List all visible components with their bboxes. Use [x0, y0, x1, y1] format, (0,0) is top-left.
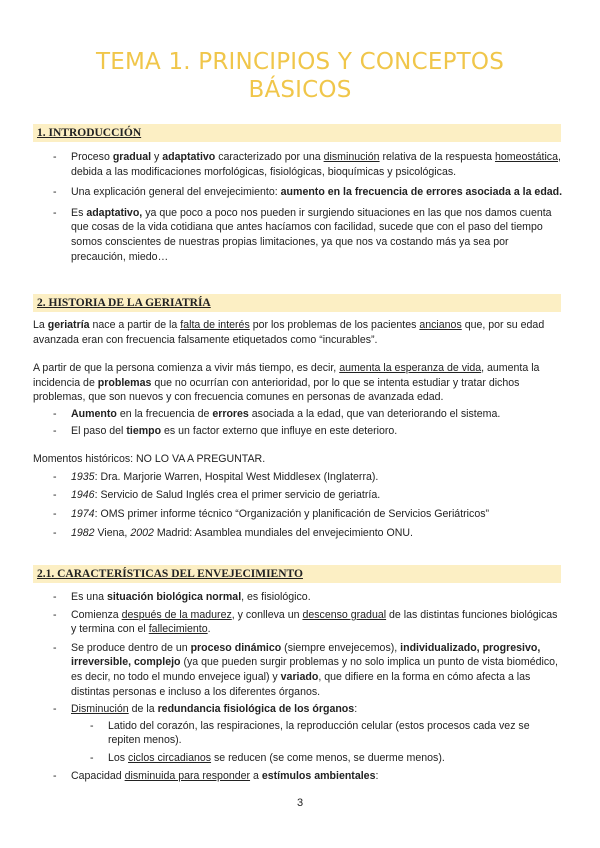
- sub-list-item: - Latido del corazón, las respiraciones, la reproducción celular (estos procesos cada vez se repiten menos).: [90, 719, 530, 747]
- list-item: - Aumento en la frecuencia de errores asociada a la edad, que van deteriorando el sistema.: [53, 408, 501, 421]
- list-item: - El paso del tiempo es un factor externo que influye en este deterioro.: [53, 424, 398, 437]
- list-item: - Capacidad disminuida para responder a estímulos ambientales:: [53, 769, 379, 782]
- momentos-historicos: Momentos históricos: NO LO VA A PREGUNTAR.: [33, 453, 266, 466]
- list-item: - Comienza después de la madurez, y conlleva un descenso gradual de las distintas funciones biológicas y termina con el fallecimiento.: [53, 608, 558, 636]
- list-item: - Disminución de la redundancia fisiológica de los órganos:: [53, 703, 358, 716]
- title-line-2: BÁSICOS: [248, 77, 352, 103]
- list-item: - Proceso gradual y adaptativo caracterizado por una disminución relativa de la respuesta homeostática, debida a las modificaciones morfológicas, fisiológicas, bioquímicas y psicológicas.: [53, 151, 561, 178]
- page-title: [0, 48, 600, 104]
- sub-list-item: - Los ciclos circadianos se reducen (se come menos, se duerme menos).: [90, 752, 445, 765]
- paragraph: A partir de que la persona comienza a vivir más tiempo, es decir, aumenta la esperanza de vida, aumenta la incidencia de problemas que no ocurrían con anterioridad, por lo que se intenta estudiar y tratar dichos problemas, que son nuevos y con frecuencia comunes en personas de avanzada edad.: [33, 362, 540, 404]
- section-heading-introduccion: 1. INTRODUCCIÓN: [33, 124, 561, 142]
- list-item: - 1946: Servicio de Salud Inglés crea el primer servicio de geriatría.: [53, 489, 381, 502]
- list-item: - Es una situación biológica normal, es fisiológico.: [53, 591, 311, 603]
- section-introduccion-list: [33, 150, 563, 270]
- list-item: - 1982 Viena, 2002 Madrid: Asamblea mundiales del envejecimiento ONU.: [53, 526, 413, 539]
- list-item: - Es adaptativo, ya que poco a poco nos pueden ir surgiendo situaciones en las que nos damos cuenta que cosas de la vida cotidiana que antes hacíamos con facilidad, sucede que con el paso del tiempo somos conscientes de nuestras propias limitaciones, ya que nos va costando más ya sea por precaución, miedo…: [53, 206, 552, 263]
- page-number: 3: [296, 797, 304, 809]
- section-heading-historia: 2. HISTORIA DE LA GERIATRÍA: [33, 294, 561, 312]
- list-item: - Una explicación general del envejecimiento: aumento en la frecuencia de errores asociada a la edad.: [53, 186, 563, 199]
- list-item: - Se produce dentro de un proceso dinámico (siempre envejecemos), individualizado, progresivo, irreversible, complejo (ya que pueden surgir problemas y no solo implica un punto de vista biomédico, es decir, no todo el mundo envejece igual) y variado, que difiere en la forma en cómo afecta a las distintas personas e incluso a los diferentes órganos.: [53, 641, 559, 698]
- section-historia-body: [33, 318, 563, 544]
- section-caracteristicas-list: [33, 590, 563, 789]
- section-heading-caracteristicas: 2.1. CARACTERÍSTICAS DEL ENVEJECIMIENTO: [33, 565, 561, 583]
- paragraph: La geriatría nace a partir de la falta de interés por los problemas de los pacientes ancianos que, por su edad avanzada eran con frecuencia falsamente etiquetados como “incurables”.: [33, 319, 545, 346]
- list-item: - 1974: OMS primer informe técnico “Organización y planificación de Servicios Geriátricos”: [53, 508, 490, 521]
- list-item: - 1935: Dra. Marjorie Warren, Hospital West Middlesex (Inglaterra).: [53, 470, 379, 483]
- title-line-1: TEMA 1. PRINCIPIOS Y CONCEPTOS: [95, 49, 505, 75]
